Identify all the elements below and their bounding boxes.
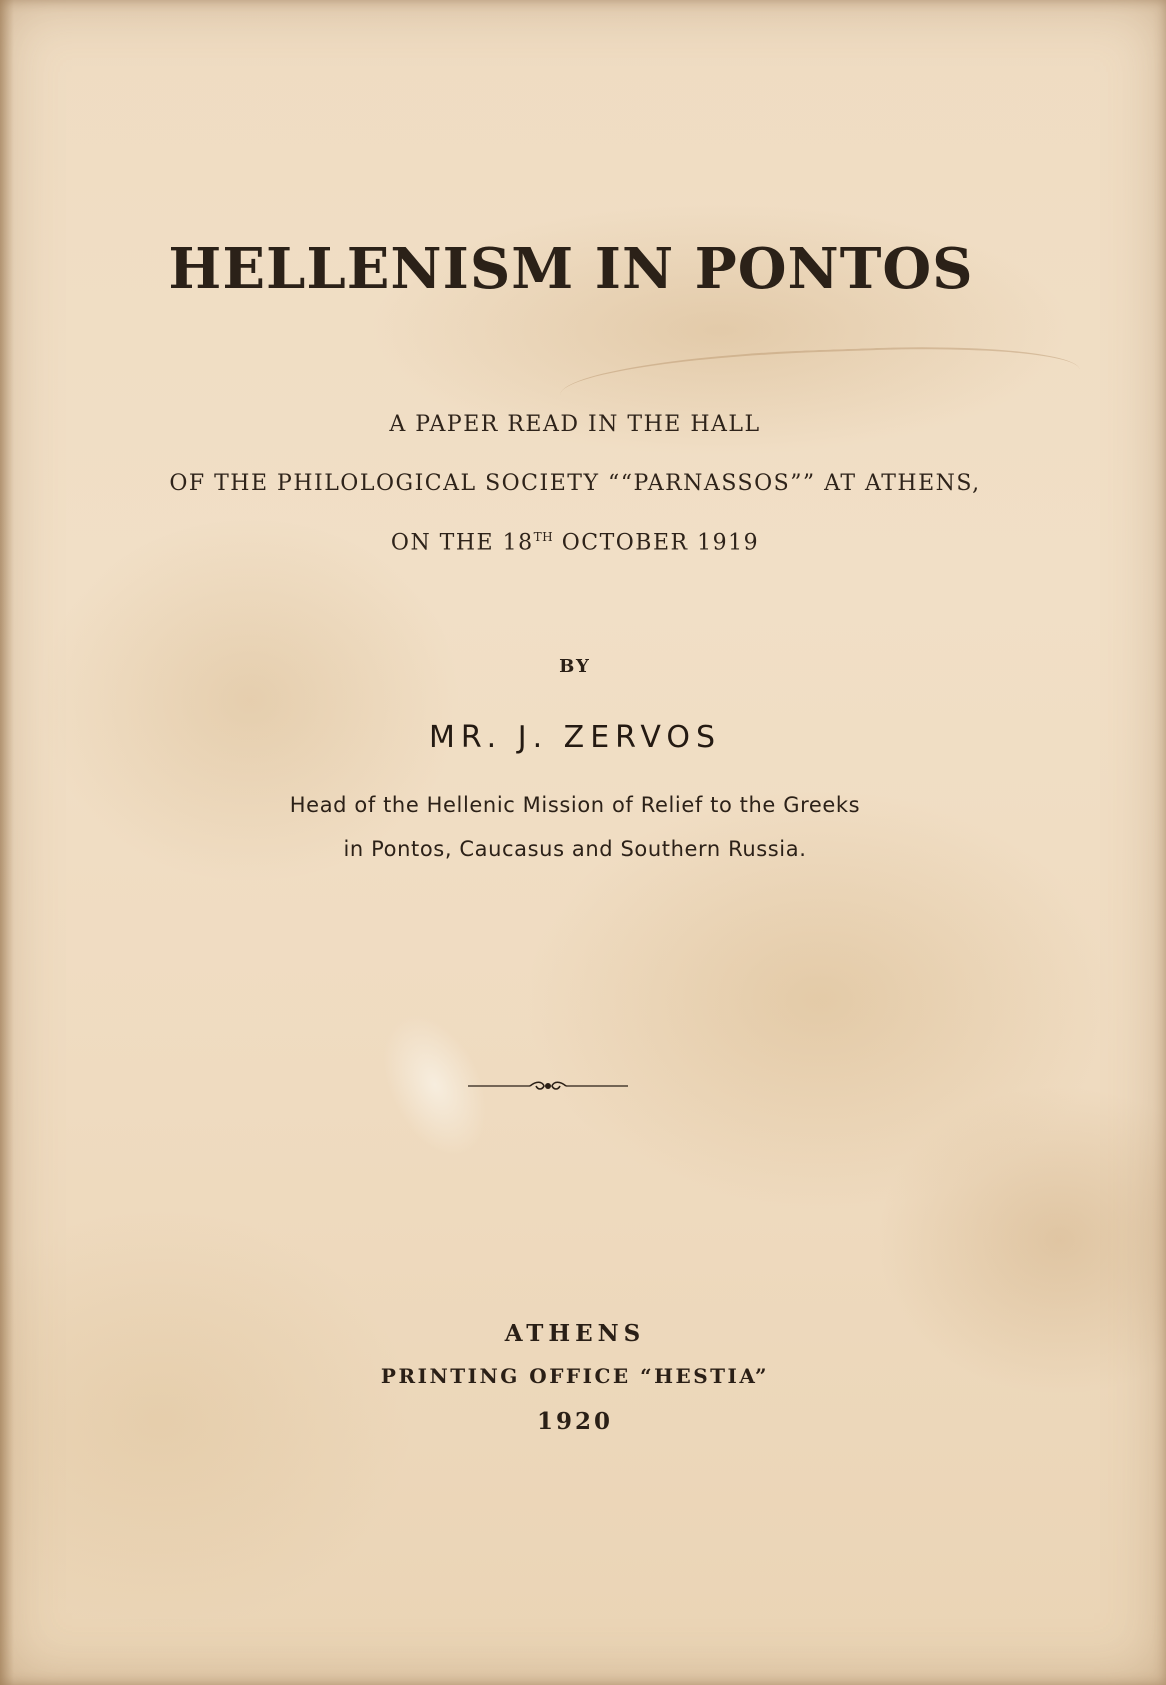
subtitle-line-2: OF THE PHILOLOGICAL SOCIETY ““PARNASSOS”” AT ATHENS, xyxy=(169,471,981,496)
subtitle-line-3 xyxy=(0,530,1158,555)
subtitle-line-1: A PAPER READ IN THE HALL xyxy=(389,412,761,437)
by-label: BY xyxy=(559,656,591,677)
author-name: MR. J. ZERVOS xyxy=(428,720,721,755)
imprint-place: ATHENS xyxy=(504,1320,646,1347)
author-role-line-1: Head of the Hellenic Mission of Relief to the Greeks xyxy=(289,793,861,817)
imprint-year: 1920 xyxy=(536,1408,613,1435)
date-suffix: TH xyxy=(533,530,554,544)
author-role-line-2: in Pontos, Caucasus and Southern Russia. xyxy=(343,837,807,861)
date-day: ON THE 18 xyxy=(390,530,534,556)
date-rest: OCTOBER 1919 xyxy=(553,530,760,556)
ornament-rule-icon xyxy=(468,1078,628,1094)
book-title: HELLENISM IN PONTOS xyxy=(168,236,974,302)
imprint-printer: PRINTING OFFICE “HESTIA” xyxy=(380,1364,770,1388)
